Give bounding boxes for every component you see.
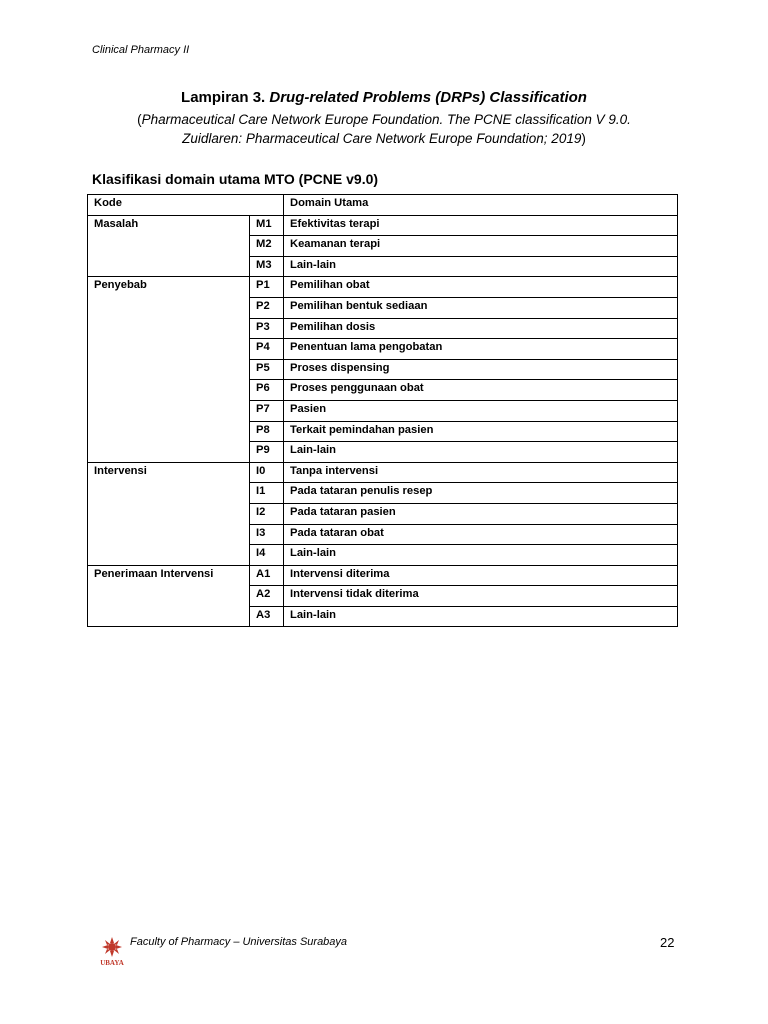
table-header-row bbox=[88, 195, 678, 216]
row-domain: Pada tataran pasien bbox=[284, 503, 678, 524]
table-row bbox=[88, 215, 678, 236]
row-domain: Pemilihan dosis bbox=[284, 318, 678, 339]
citation-line2: Zuidlaren: Pharmaceutical Care Network Europe Foundation; 2019 bbox=[182, 131, 582, 146]
header-domain: Domain Utama bbox=[284, 195, 678, 216]
row-code: P1 bbox=[250, 277, 284, 298]
row-domain: Pada tataran penulis resep bbox=[284, 483, 678, 504]
running-header: Clinical Pharmacy II bbox=[92, 44, 190, 56]
row-code: A1 bbox=[250, 565, 284, 586]
row-code: A2 bbox=[250, 586, 284, 607]
table-row bbox=[88, 462, 678, 483]
row-code: P8 bbox=[250, 421, 284, 442]
row-domain: Proses dispensing bbox=[284, 359, 678, 380]
page-title bbox=[0, 89, 768, 106]
row-code: I3 bbox=[250, 524, 284, 545]
row-domain: Terkait pemindahan pasien bbox=[284, 421, 678, 442]
row-domain: Lain-lain bbox=[284, 545, 678, 566]
citation-close: ) bbox=[581, 131, 586, 146]
row-domain: Lain-lain bbox=[284, 442, 678, 463]
row-code: A3 bbox=[250, 606, 284, 627]
section-title: Klasifikasi domain utama MTO (PCNE v9.0) bbox=[92, 171, 379, 187]
row-code: P3 bbox=[250, 318, 284, 339]
title-italic: Drug-related Problems (DRPs) Classification bbox=[269, 89, 587, 106]
group-name: Intervensi bbox=[88, 462, 250, 565]
page-number: 22 bbox=[660, 935, 675, 950]
row-code: I1 bbox=[250, 483, 284, 504]
group-name: Masalah bbox=[88, 215, 250, 277]
row-domain: Penentuan lama pengobatan bbox=[284, 339, 678, 360]
row-code: P2 bbox=[250, 297, 284, 318]
row-domain: Intervensi tidak diterima bbox=[284, 586, 678, 607]
row-code: P7 bbox=[250, 400, 284, 421]
table-row bbox=[88, 565, 678, 586]
row-domain: Pada tataran obat bbox=[284, 524, 678, 545]
footer-text: Faculty of Pharmacy – Universitas Surabaya bbox=[130, 936, 348, 948]
table-row bbox=[88, 277, 678, 298]
row-code: P4 bbox=[250, 339, 284, 360]
row-code: I2 bbox=[250, 503, 284, 524]
title-prefix: Lampiran 3. bbox=[181, 89, 270, 106]
row-code: M3 bbox=[250, 256, 284, 277]
citation-line1: Pharmaceutical Care Network Europe Foundation. The PCNE classification V 9.0. bbox=[141, 112, 631, 127]
citation bbox=[80, 110, 688, 148]
group-name: Penyebab bbox=[88, 277, 250, 462]
citation-open: ( bbox=[137, 112, 142, 127]
row-domain: Lain-lain bbox=[284, 256, 678, 277]
row-domain: Efektivitas terapi bbox=[284, 215, 678, 236]
row-code: I0 bbox=[250, 462, 284, 483]
row-code: M2 bbox=[250, 236, 284, 257]
row-domain: Pasien bbox=[284, 400, 678, 421]
row-code: P9 bbox=[250, 442, 284, 463]
group-name: Penerimaan Intervensi bbox=[88, 565, 250, 627]
drp-classification-table bbox=[87, 194, 678, 627]
row-domain: Pemilihan bentuk sediaan bbox=[284, 297, 678, 318]
header-kode: Kode bbox=[88, 195, 284, 216]
row-domain: Pemilihan obat bbox=[284, 277, 678, 298]
logo-text: UBAYA bbox=[100, 959, 124, 967]
ubaya-logo bbox=[96, 934, 128, 970]
row-code: I4 bbox=[250, 545, 284, 566]
row-code: M1 bbox=[250, 215, 284, 236]
row-domain: Intervensi diterima bbox=[284, 565, 678, 586]
row-domain: Tanpa intervensi bbox=[284, 462, 678, 483]
row-code: P5 bbox=[250, 359, 284, 380]
row-domain: Keamanan terapi bbox=[284, 236, 678, 257]
row-domain: Lain-lain bbox=[284, 606, 678, 627]
row-code: P6 bbox=[250, 380, 284, 401]
row-domain: Proses penggunaan obat bbox=[284, 380, 678, 401]
